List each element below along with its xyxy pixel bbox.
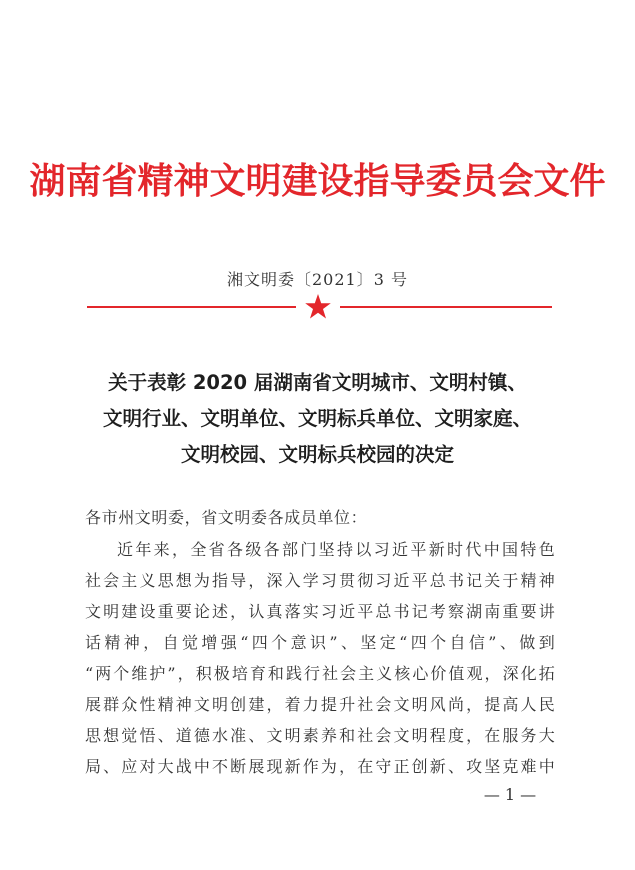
document-header-title: 湖南省精神文明建设指导委员会文件 — [29, 161, 606, 202]
body-line: 局、应对大战中不断展现新作为，在守正创新、攻坚克难中 — [85, 757, 555, 776]
star-icon — [303, 292, 333, 322]
body-line: 思想觉悟、道德水准、文明素养和社会文明程度，在服务大 — [85, 726, 555, 745]
decision-title — [80, 365, 555, 473]
decision-title-line: 文明校园、文明标兵校园的决定 — [180, 443, 454, 466]
body-line: 话精神，自觉增强“四个意识”、坚定“四个自信”、做到 — [85, 633, 555, 652]
decision-title-line: 文明行业、文明单位、文明标兵单位、文明家庭、 — [102, 407, 532, 430]
header-divider-right — [340, 306, 552, 308]
document-number: 湘文明委〔2021〕3 号 — [227, 270, 408, 289]
body-line: 展群众性精神文明创建，着力提升社会文明风尚，提高人民 — [85, 695, 555, 714]
page-number: — 1 — — [483, 785, 537, 804]
body-line: 文明建设重要论述，认真落实习近平总书记考察湖南重要讲 — [85, 602, 555, 621]
header-divider-left — [87, 306, 296, 308]
salutation: 各市州文明委，省文明委各成员单位： — [85, 508, 368, 527]
body-paragraph — [85, 534, 555, 782]
decision-title-line: 关于表彰 2020 届湖南省文明城市、文明村镇、 — [108, 371, 527, 394]
body-line: 社会主义思想为指导，深入学习贯彻习近平总书记关于精神 — [85, 571, 555, 590]
body-line: “两个维护”，积极培育和践行社会主义核心价值观，深化拓 — [85, 664, 555, 683]
body-line: 近年来，全省各级各部门坚持以习近平新时代中国特色 — [117, 540, 555, 559]
